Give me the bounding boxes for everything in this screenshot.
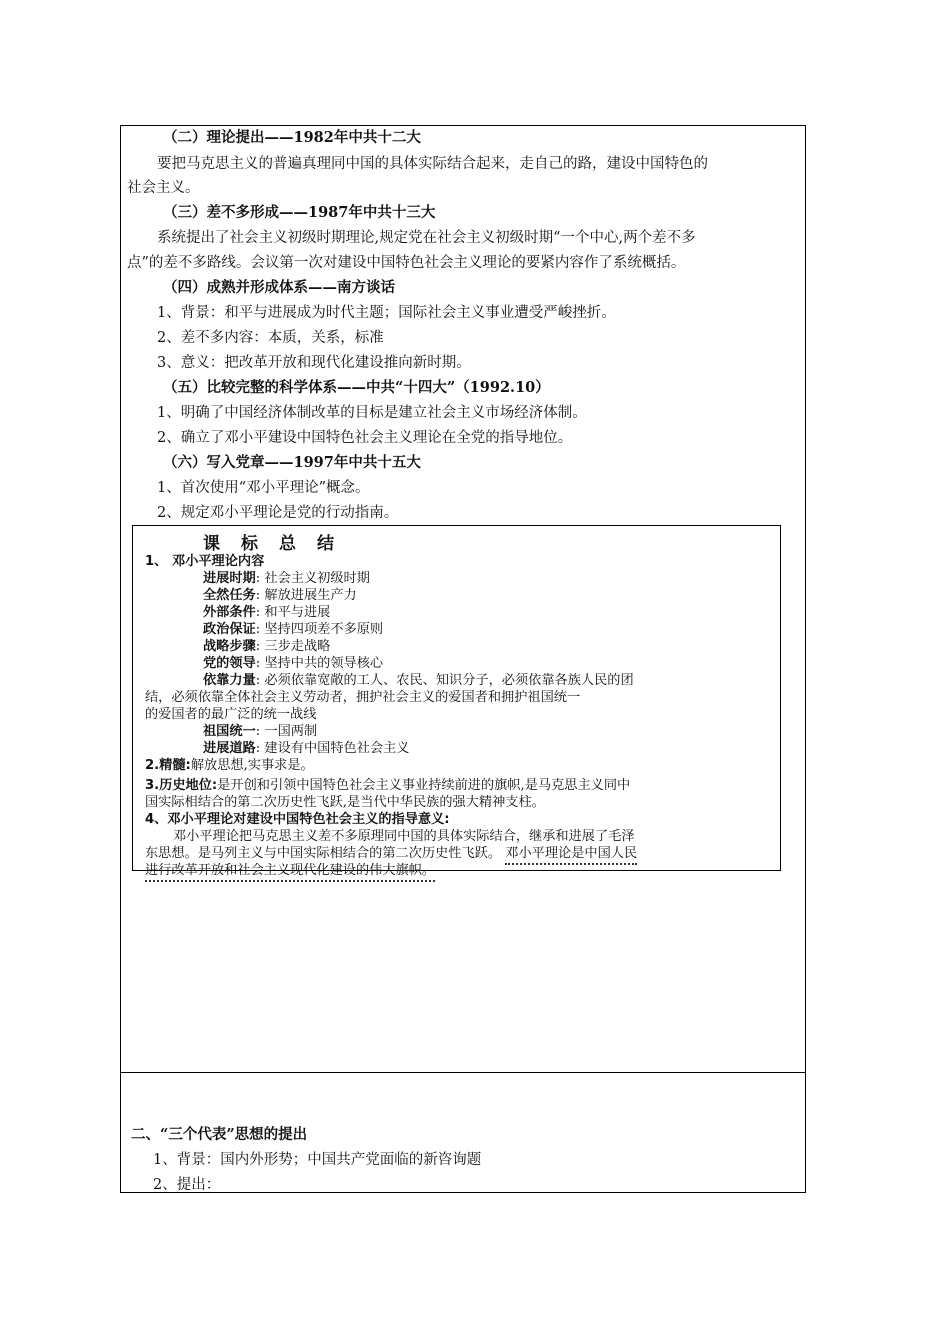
section-3-text-line-2: 点”的差不多路线。会议第一次对建设中国特色社会主义理论的要紧内容作了系统概括。 [127, 255, 686, 271]
section-2-heading: （二）理论提出——1982年中共十二大 [163, 129, 421, 146]
content-row-continued: 的爱国者的最广泛的统一战线 [145, 707, 317, 722]
section-6-heading: （六）写入党章——1997年中共十五大 [163, 454, 421, 471]
summary-box [132, 525, 781, 878]
section-3-heading: （三）差不多形成——1987年中共十三大 [163, 204, 436, 221]
section-5-heading: （五）比较完整的科学体系——中共“十四大”（1992.10） [163, 379, 550, 396]
summary-section-3-continued: 国实际相结合的第二次历史性飞跃,是当代中华民族的强大精神支柱。 [145, 795, 545, 810]
summary-section-4-text: 东思想。是马列主义与中国实际相结合的第二次历史性飞跃。 邓小平理论是中国人民 [145, 845, 637, 862]
content-row: 战略步骤: 三步走战略 [203, 639, 331, 654]
content-row: 外部条件: 和平与进展 [203, 605, 331, 620]
content-row: 进展道路: 建设有中国特色社会主义 [203, 741, 410, 756]
content-row: 党的领导: 坚持中共的领导核心 [203, 656, 384, 671]
section-2-text-line-1: 要把马克思主义的普遍真理同中国的具体实际结合起来，走自己的路，建设中国特色的 [157, 156, 708, 172]
content-row: 政治保证: 坚持四项差不多原则 [203, 622, 384, 637]
section-6-item: 2、规定邓小平理论是党的行动指南。 [157, 505, 399, 521]
part-2-heading: 二、“三个代表”思想的提出 [131, 1126, 308, 1143]
part-2-item: 2、提出： [153, 1177, 221, 1193]
section-3-text-line-1: 系统提出了社会主义初级时期理论,规定党在社会主义初级时期“一个中心,两个差不多 [157, 230, 696, 246]
section-5-item: 1、明确了中国经济体制改革的目标是建立社会主义市场经济体制。 [157, 405, 587, 421]
summary-section-3: 3.历史地位:是开创和引领中国特色社会主义事业持续前进的旗帜,是马克思主义同中 [145, 778, 631, 793]
section-2-text-line-2: 社会主义。 [127, 180, 200, 196]
summary-section-4-text: 进行改革开放和社会主义现代化建设的伟大旗帜。 [145, 862, 435, 879]
content-row: 进展时期: 社会主义初级时期 [203, 571, 370, 586]
summary-section-1-heading: 1、 邓小平理论内容 [145, 554, 265, 569]
section-4-item: 2、差不多内容：本质，关系，标准 [157, 330, 384, 346]
section-5-item: 2、确立了邓小平建设中国特色社会主义理论在全党的指导地位。 [157, 430, 573, 446]
content-row: 全然任务: 解放进展生产力 [203, 588, 357, 603]
content-row: 祖国统一: 一国两制 [203, 724, 318, 739]
part-2-item: 1、背景：国内外形势；中国共产党面临的新咨询题 [153, 1152, 482, 1168]
table-divider [121, 1072, 805, 1073]
summary-title: 课标总结 [203, 534, 355, 554]
summary-section-4-text: 邓小平理论把马克思主义差不多原理同中国的具体实际结合，继承和进展了毛泽 [173, 829, 635, 844]
section-6-item: 1、首次使用“邓小平理论”概念。 [157, 480, 370, 496]
summary-section-4-heading: 4、邓小平理论对建设中国特色社会主义的指导意义: [145, 812, 450, 827]
section-4-item: 3、意义：把改革开放和现代化建设推向新时期。 [157, 355, 471, 371]
section-4-item: 1、背景：和平与进展成为时代主题；国际社会主义事业遭受严峻挫折。 [157, 305, 616, 321]
summary-section-2: 2.精髓:解放思想,实事求是。 [145, 758, 314, 773]
content-row-continued: 结，必须依靠全体社会主义劳动者，拥护社会主义的爱国者和拥护祖国统一 [145, 690, 581, 705]
content-table-cell [120, 125, 806, 1193]
content-row: 依靠力量: 必须依靠宽敞的工人、农民、知识分子，必须依靠各族人民的团 [203, 673, 634, 688]
section-4-heading: （四）成熟并形成体系——南方谈话 [163, 279, 395, 296]
